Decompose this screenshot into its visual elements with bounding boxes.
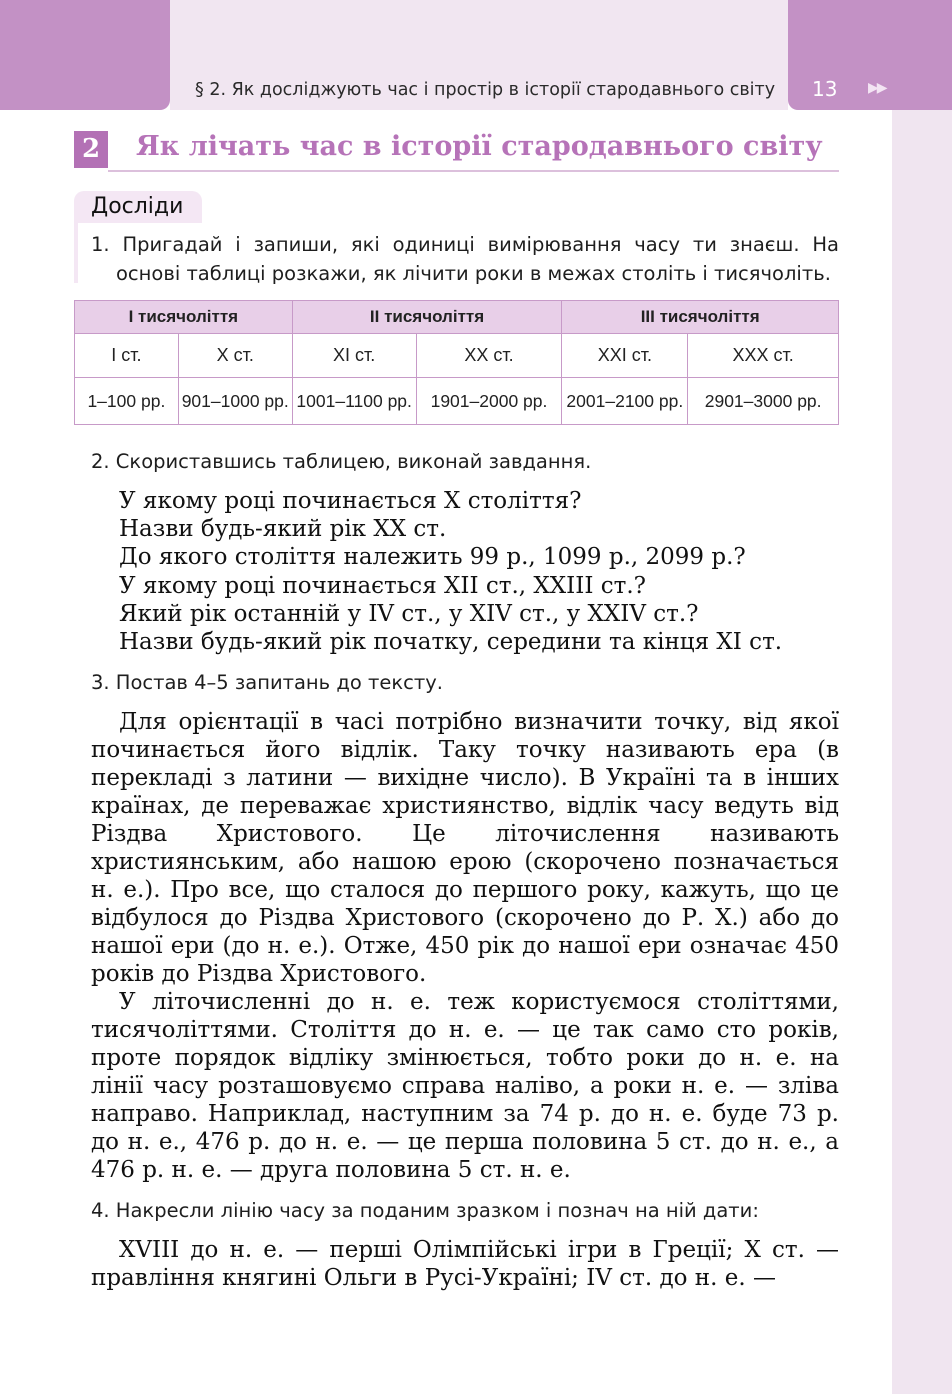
right-margin-strip: [892, 110, 952, 1394]
header-left-tab: [0, 0, 170, 110]
table-cell: Х ст.: [178, 334, 292, 378]
table-header-cell: І тисячоліття: [75, 301, 293, 334]
paragraph: Для орієнтації в часі потрібно визначити точку, від якої починається його відлік. Таку точку називають ера (в перекладі з латини — вихідне число). В Україні та в інших країнах, де переважає християнство, відлік часу ведуть від Різдва Христового. Це літочислення називають християнським, або нашою ерою (скорочено позначається н. е.). Про все, що сталося до першого року, кажуть, що це відбулося до Різдва Христового (скорочено до Р. Х.) або до нашої ери (до н. е.). Отже, 450 рік до нашої ери означає 450 років до Різдва Христового.: [91, 709, 839, 987]
question-item: Назви будь-який рік ХХ ст.: [119, 516, 447, 543]
question-item: У якому році починається Х століття?: [119, 488, 582, 514]
table-row: [75, 334, 839, 378]
task-1-text: 1. Пригадай і запиши, які одиниці вимірювання часу ти знаєш. На основі таблиці розкажи, як лічити роки в межах століть і тисячоліть.: [91, 233, 839, 285]
table-header-cell: ІІ тисячоліття: [292, 301, 562, 334]
section-title: Як лічать час в історії стародавнього світу: [136, 131, 823, 162]
table-cell: 1–100 рр.: [75, 378, 179, 425]
section-number-badge: 2: [74, 131, 108, 168]
page-number: 13: [812, 77, 838, 101]
task-2-label: 2. Скориставшись таблицею, виконай завдання.: [91, 450, 592, 473]
task-4-text: [91, 1236, 839, 1292]
next-page-arrows-icon: ▶▶: [868, 80, 886, 96]
task-4-label: 4. Накресли лінію часу за поданим зразком і познач на ній дати:: [91, 1199, 759, 1222]
question-item: У якому році починається ХІІ ст., ХХІІІ ст.?: [119, 572, 646, 599]
table-cell: І ст.: [75, 334, 179, 378]
table-header-row: [75, 301, 839, 334]
millennia-table: [74, 300, 839, 425]
paragraph: XVIII до н. е. — перші Олімпійські ігри в Греції; Х ст. — правління княгині Ольги в Русі-Україні; IV ст. до н. е. —: [91, 1237, 839, 1291]
table-cell: 2901–3000 рр.: [688, 378, 839, 425]
table-cell: ХІ ст.: [292, 334, 416, 378]
question-item: Назви будь-який рік початку, середини та кінця ХІ ст.: [119, 629, 783, 656]
table-row: [75, 378, 839, 425]
table-cell: 2001–2100 рр.: [562, 378, 688, 425]
running-title: § 2. Як досліджують час і простір в історії стародавнього світу: [195, 80, 776, 100]
explore-label: Досліди: [91, 194, 184, 219]
table-cell: ХХХ ст.: [688, 334, 839, 378]
task-2-questions: [119, 487, 782, 656]
table-cell: 901–1000 рр.: [178, 378, 292, 425]
paragraph: У літочисленні до н. е. теж користуємося століттями, тисячоліттями. Століття до н. е. — це так само сто років, проте порядок відліку змінюється, тобто роки до н. е. на лінії часу розташовуємо справа наліво, а роки н. е. — зліва направо. Наприклад, наступним за 74 р. до н. е. буде 73 р. до н. е., 476 р. до н. е. — це перша половина 5 ст. до н. е., а 476 р. н. е. — друга половина 5 ст. н. е.: [91, 989, 839, 1183]
table-header-cell: ІІІ тисячоліття: [562, 301, 839, 334]
task-1: [91, 230, 839, 288]
question-item: Який рік останній у IV ст., у ХІV ст., у ХХІV ст.?: [119, 600, 699, 627]
task-3-text: [91, 708, 839, 1184]
table-cell: ХХ ст.: [416, 334, 562, 378]
table-cell: ХХІ ст.: [562, 334, 688, 378]
table-cell: 1001–1100 рр.: [292, 378, 416, 425]
table-cell: 1901–2000 рр.: [416, 378, 562, 425]
task-3-label: 3. Постав 4–5 запитань до тексту.: [91, 671, 443, 694]
question-item: До якого століття належить 99 р., 1099 р., 2099 р.?: [119, 544, 746, 571]
explore-side-bar: [74, 223, 78, 283]
section-title-underline: [108, 170, 839, 172]
